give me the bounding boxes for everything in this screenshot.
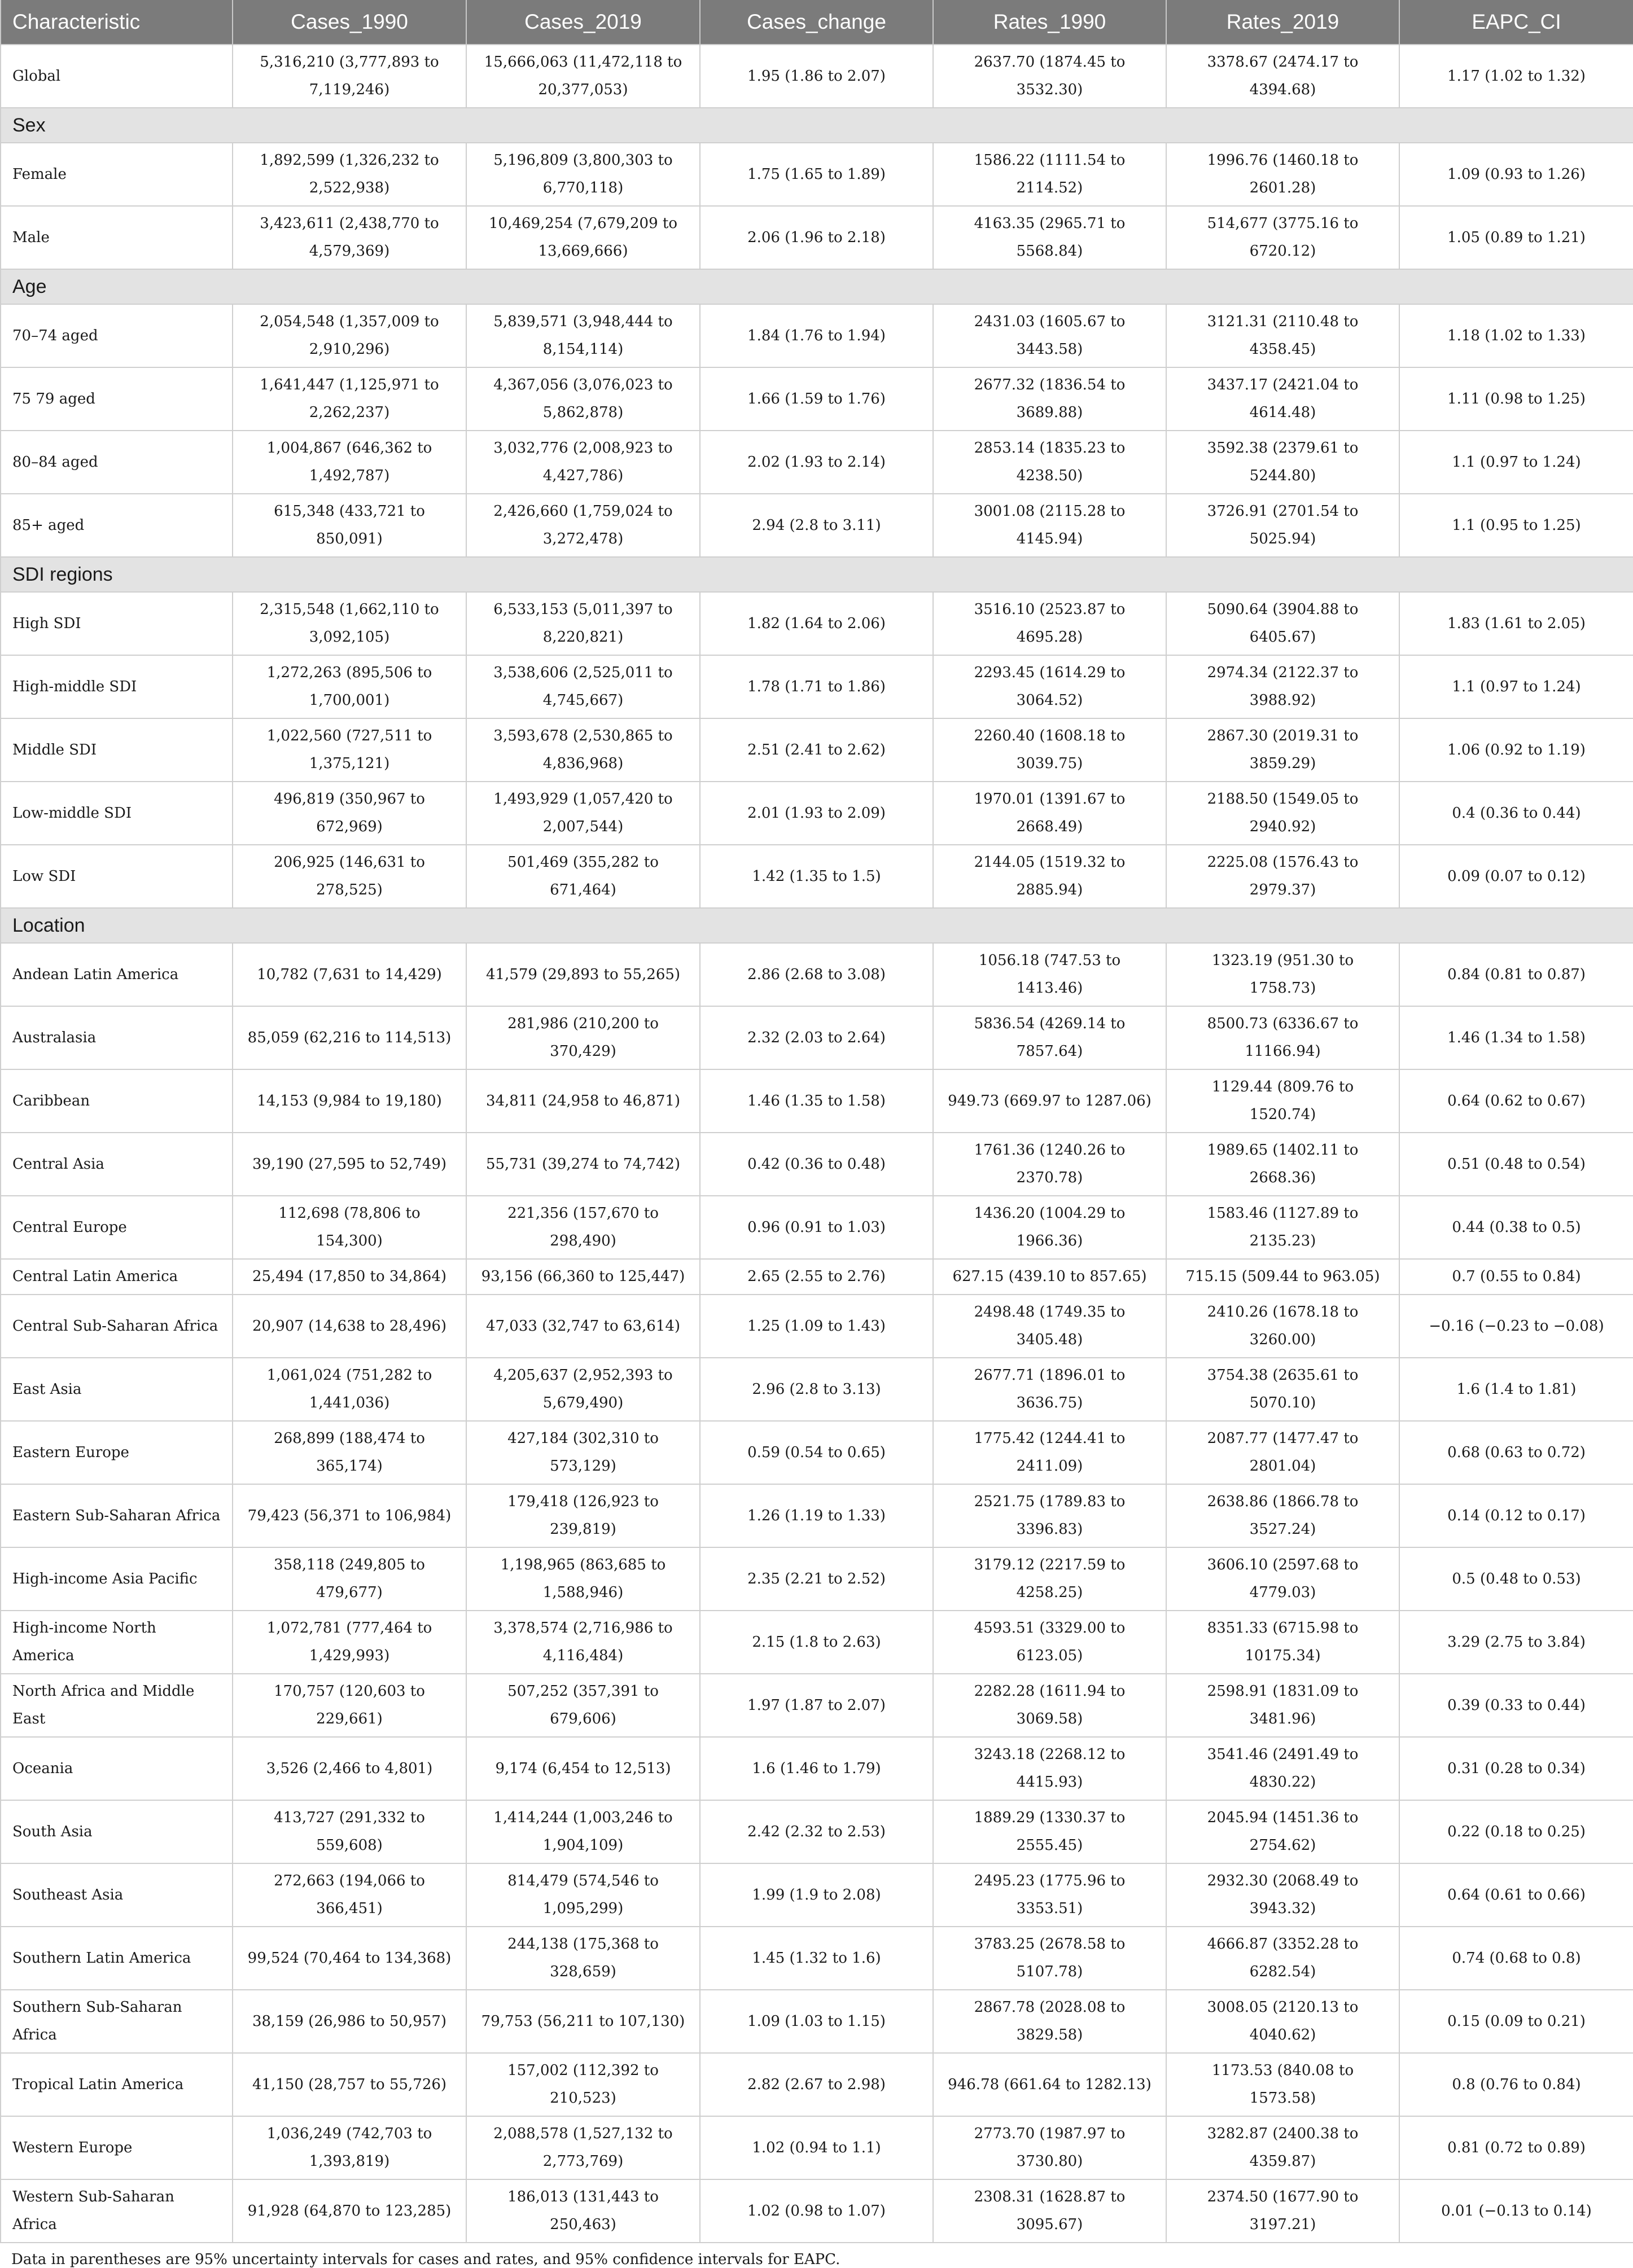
cell-rates-2019: 2188.50 (1549.05 to 2940.92) xyxy=(1166,782,1399,845)
cell-characteristic: Australasia xyxy=(1,1006,233,1069)
cell-cases-change: 1.99 (1.9 to 2.08) xyxy=(700,1863,933,1927)
cell-cases-2019: 221,356 (157,670 to 298,490) xyxy=(466,1196,700,1259)
cell-eapc-ci: 0.64 (0.61 to 0.66) xyxy=(1399,1863,1633,1927)
cell-rates-1990: 3516.10 (2523.87 to 4695.28) xyxy=(933,592,1166,655)
cell-rates-1990: 4163.35 (2965.71 to 5568.84) xyxy=(933,206,1166,269)
cell-rates-1990: 2853.14 (1835.23 to 4238.50) xyxy=(933,431,1166,494)
table-row xyxy=(1,367,1633,431)
group-label: SDI regions xyxy=(1,557,1633,592)
cell-rates-2019: 8351.33 (6715.98 to 10175.34) xyxy=(1166,1611,1399,1674)
cell-rates-1990: 1436.20 (1004.29 to 1966.36) xyxy=(933,1196,1166,1259)
cell-cases-2019: 814,479 (574,546 to 1,095,299) xyxy=(466,1863,700,1927)
cell-characteristic: Middle SDI xyxy=(1,718,233,782)
cell-rates-2019: 2410.26 (1678.18 to 3260.00) xyxy=(1166,1295,1399,1358)
cell-cases-change: 2.51 (2.41 to 2.62) xyxy=(700,718,933,782)
cell-rates-1990: 949.73 (669.97 to 1287.06) xyxy=(933,1069,1166,1133)
cell-cases-2019: 10,469,254 (7,679,209 to 13,669,666) xyxy=(466,206,700,269)
table-row xyxy=(1,1421,1633,1484)
cell-cases-2019: 1,493,929 (1,057,420 to 2,007,544) xyxy=(466,782,700,845)
cell-rates-1990: 2282.28 (1611.94 to 3069.58) xyxy=(933,1674,1166,1737)
cell-eapc-ci: 1.06 (0.92 to 1.19) xyxy=(1399,718,1633,782)
cell-rates-1990: 2637.70 (1874.45 to 3532.30) xyxy=(933,45,1166,108)
cell-eapc-ci: 0.84 (0.81 to 0.87) xyxy=(1399,943,1633,1006)
cell-rates-1990: 4593.51 (3329.00 to 6123.05) xyxy=(933,1611,1166,1674)
cell-cases-2019: 427,184 (302,310 to 573,129) xyxy=(466,1421,700,1484)
group-header-row xyxy=(1,557,1633,592)
cell-rates-1990: 2293.45 (1614.29 to 3064.52) xyxy=(933,655,1166,718)
cell-cases-1990: 85,059 (62,216 to 114,513) xyxy=(233,1006,466,1069)
table-row xyxy=(1,431,1633,494)
cell-cases-1990: 496,819 (350,967 to 672,969) xyxy=(233,782,466,845)
cell-cases-2019: 4,205,637 (2,952,393 to 5,679,490) xyxy=(466,1358,700,1421)
cell-characteristic: Central Sub-Saharan Africa xyxy=(1,1295,233,1358)
table-row xyxy=(1,718,1633,782)
group-header-row xyxy=(1,908,1633,943)
cell-eapc-ci: 0.68 (0.63 to 0.72) xyxy=(1399,1421,1633,1484)
cell-cases-1990: 170,757 (120,603 to 229,661) xyxy=(233,1674,466,1737)
cell-cases-1990: 5,316,210 (3,777,893 to 7,119,246) xyxy=(233,45,466,108)
cell-cases-1990: 99,524 (70,464 to 134,368) xyxy=(233,1927,466,1990)
cell-rates-1990: 3179.12 (2217.59 to 4258.25) xyxy=(933,1547,1166,1611)
cell-cases-2019: 1,414,244 (1,003,246 to 1,904,109) xyxy=(466,1800,700,1863)
table-row xyxy=(1,1484,1633,1547)
header-cases-2019: Cases_2019 xyxy=(466,0,700,45)
cell-eapc-ci: 1.05 (0.89 to 1.21) xyxy=(1399,206,1633,269)
cell-rates-1990: 1775.42 (1244.41 to 2411.09) xyxy=(933,1421,1166,1484)
cell-rates-2019: 2932.30 (2068.49 to 3943.32) xyxy=(1166,1863,1399,1927)
table-row xyxy=(1,1069,1633,1133)
cell-cases-1990: 615,348 (433,721 to 850,091) xyxy=(233,494,466,557)
cell-eapc-ci: 0.4 (0.36 to 0.44) xyxy=(1399,782,1633,845)
cell-rates-1990: 2308.31 (1628.87 to 3095.67) xyxy=(933,2179,1166,2243)
cell-characteristic: 75 79 aged xyxy=(1,367,233,431)
cell-cases-2019: 3,593,678 (2,530,865 to 4,836,968) xyxy=(466,718,700,782)
cell-eapc-ci: 0.74 (0.68 to 0.8) xyxy=(1399,1927,1633,1990)
cell-cases-2019: 281,986 (210,200 to 370,429) xyxy=(466,1006,700,1069)
cell-cases-change: 1.02 (0.94 to 1.1) xyxy=(700,2116,933,2179)
table-row xyxy=(1,45,1633,108)
table-footnote: Data in parentheses are 95% uncertainty intervals for cases and rates, and 95% confidence intervals for EAPC. xyxy=(11,2251,840,2268)
cell-cases-2019: 4,367,056 (3,076,023 to 5,862,878) xyxy=(466,367,700,431)
cell-rates-2019: 3726.91 (2701.54 to 5025.94) xyxy=(1166,494,1399,557)
table-row xyxy=(1,143,1633,206)
cell-rates-2019: 3437.17 (2421.04 to 4614.48) xyxy=(1166,367,1399,431)
cell-cases-1990: 10,782 (7,631 to 14,429) xyxy=(233,943,466,1006)
cell-rates-2019: 3541.46 (2491.49 to 4830.22) xyxy=(1166,1737,1399,1800)
cell-rates-1990: 5836.54 (4269.14 to 7857.64) xyxy=(933,1006,1166,1069)
cell-cases-1990: 268,899 (188,474 to 365,174) xyxy=(233,1421,466,1484)
table-row xyxy=(1,655,1633,718)
cell-cases-2019: 2,088,578 (1,527,132 to 2,773,769) xyxy=(466,2116,700,2179)
cell-cases-1990: 14,153 (9,984 to 19,180) xyxy=(233,1069,466,1133)
cell-eapc-ci: 1.1 (0.97 to 1.24) xyxy=(1399,655,1633,718)
cell-eapc-ci: 0.8 (0.76 to 0.84) xyxy=(1399,2053,1633,2116)
cell-cases-change: 2.94 (2.8 to 3.11) xyxy=(700,494,933,557)
cell-cases-change: 2.32 (2.03 to 2.64) xyxy=(700,1006,933,1069)
cell-cases-change: 1.82 (1.64 to 2.06) xyxy=(700,592,933,655)
table-row xyxy=(1,1990,1633,2053)
cell-rates-2019: 715.15 (509.44 to 963.05) xyxy=(1166,1259,1399,1295)
cell-eapc-ci: 0.31 (0.28 to 0.34) xyxy=(1399,1737,1633,1800)
table-row xyxy=(1,1547,1633,1611)
header-cases-1990: Cases_1990 xyxy=(233,0,466,45)
cell-rates-2019: 3282.87 (2400.38 to 4359.87) xyxy=(1166,2116,1399,2179)
cell-eapc-ci: 1.1 (0.95 to 1.25) xyxy=(1399,494,1633,557)
cell-rates-1990: 1761.36 (1240.26 to 2370.78) xyxy=(933,1133,1166,1196)
cell-characteristic: Central Latin America xyxy=(1,1259,233,1295)
header-rates-1990: Rates_1990 xyxy=(933,0,1166,45)
table-row xyxy=(1,592,1633,655)
cell-rates-2019: 1323.19 (951.30 to 1758.73) xyxy=(1166,943,1399,1006)
cell-rates-2019: 2974.34 (2122.37 to 3988.92) xyxy=(1166,655,1399,718)
cell-rates-1990: 2867.78 (2028.08 to 3829.58) xyxy=(933,1990,1166,2053)
cell-cases-2019: 507,252 (357,391 to 679,606) xyxy=(466,1674,700,1737)
cell-cases-1990: 1,004,867 (646,362 to 1,492,787) xyxy=(233,431,466,494)
cell-cases-change: 1.09 (1.03 to 1.15) xyxy=(700,1990,933,2053)
cell-eapc-ci: 1.83 (1.61 to 2.05) xyxy=(1399,592,1633,655)
cell-characteristic: Caribbean xyxy=(1,1069,233,1133)
cell-rates-1990: 1889.29 (1330.37 to 2555.45) xyxy=(933,1800,1166,1863)
cell-cases-change: 1.97 (1.87 to 2.07) xyxy=(700,1674,933,1737)
cell-rates-2019: 2867.30 (2019.31 to 3859.29) xyxy=(1166,718,1399,782)
cell-rates-1990: 1586.22 (1111.54 to 2114.52) xyxy=(933,143,1166,206)
cell-rates-1990: 2498.48 (1749.35 to 3405.48) xyxy=(933,1295,1166,1358)
cell-cases-change: 1.02 (0.98 to 1.07) xyxy=(700,2179,933,2243)
cell-eapc-ci: 1.17 (1.02 to 1.32) xyxy=(1399,45,1633,108)
cell-eapc-ci: 1.1 (0.97 to 1.24) xyxy=(1399,431,1633,494)
cell-rates-1990: 1056.18 (747.53 to 1413.46) xyxy=(933,943,1166,1006)
cell-characteristic: East Asia xyxy=(1,1358,233,1421)
cell-rates-1990: 2677.71 (1896.01 to 3636.75) xyxy=(933,1358,1166,1421)
cell-eapc-ci: 1.11 (0.98 to 1.25) xyxy=(1399,367,1633,431)
cell-rates-1990: 946.78 (661.64 to 1282.13) xyxy=(933,2053,1166,2116)
cell-cases-change: 1.84 (1.76 to 1.94) xyxy=(700,304,933,367)
cell-cases-1990: 1,641,447 (1,125,971 to 2,262,237) xyxy=(233,367,466,431)
cell-characteristic: Female xyxy=(1,143,233,206)
cell-rates-2019: 2225.08 (1576.43 to 2979.37) xyxy=(1166,845,1399,908)
cell-cases-1990: 1,036,249 (742,703 to 1,393,819) xyxy=(233,2116,466,2179)
cell-rates-2019: 2598.91 (1831.09 to 3481.96) xyxy=(1166,1674,1399,1737)
cell-characteristic: Western Sub-Saharan Africa xyxy=(1,2179,233,2243)
header-cases-change: Cases_change xyxy=(700,0,933,45)
cell-cases-change: 2.01 (1.93 to 2.09) xyxy=(700,782,933,845)
cell-cases-change: 0.42 (0.36 to 0.48) xyxy=(700,1133,933,1196)
cell-cases-2019: 244,138 (175,368 to 328,659) xyxy=(466,1927,700,1990)
table-row xyxy=(1,1863,1633,1927)
cell-cases-change: 1.75 (1.65 to 1.89) xyxy=(700,143,933,206)
table-row xyxy=(1,494,1633,557)
cell-rates-2019: 3008.05 (2120.13 to 4040.62) xyxy=(1166,1990,1399,2053)
table-row xyxy=(1,2053,1633,2116)
cell-cases-1990: 2,315,548 (1,662,110 to 3,092,105) xyxy=(233,592,466,655)
cell-rates-1990: 1970.01 (1391.67 to 2668.49) xyxy=(933,782,1166,845)
cell-cases-1990: 206,925 (146,631 to 278,525) xyxy=(233,845,466,908)
table-body xyxy=(1,45,1633,2243)
cell-rates-2019: 8500.73 (6336.67 to 11166.94) xyxy=(1166,1006,1399,1069)
cell-eapc-ci: 1.6 (1.4 to 1.81) xyxy=(1399,1358,1633,1421)
cell-eapc-ci: 0.39 (0.33 to 0.44) xyxy=(1399,1674,1633,1737)
cell-cases-2019: 47,033 (32,747 to 63,614) xyxy=(466,1295,700,1358)
cell-cases-2019: 1,198,965 (863,685 to 1,588,946) xyxy=(466,1547,700,1611)
header-rates-2019: Rates_2019 xyxy=(1166,0,1399,45)
table-row xyxy=(1,782,1633,845)
table-row xyxy=(1,1800,1633,1863)
cell-cases-change: 1.95 (1.86 to 2.07) xyxy=(700,45,933,108)
group-header-row xyxy=(1,108,1633,143)
cell-cases-change: 2.35 (2.21 to 2.52) xyxy=(700,1547,933,1611)
cell-cases-change: 1.78 (1.71 to 1.86) xyxy=(700,655,933,718)
table-row xyxy=(1,1737,1633,1800)
cell-eapc-ci: 0.44 (0.38 to 0.5) xyxy=(1399,1196,1633,1259)
cell-rates-2019: 1129.44 (809.76 to 1520.74) xyxy=(1166,1069,1399,1133)
cell-characteristic: Oceania xyxy=(1,1737,233,1800)
cell-characteristic: Western Europe xyxy=(1,2116,233,2179)
cell-rates-1990: 2431.03 (1605.67 to 3443.58) xyxy=(933,304,1166,367)
cell-characteristic: Southern Latin America xyxy=(1,1927,233,1990)
cell-characteristic: South Asia xyxy=(1,1800,233,1863)
header-characteristic: Characteristic xyxy=(1,0,233,45)
cell-cases-2019: 41,579 (29,893 to 55,265) xyxy=(466,943,700,1006)
cell-cases-2019: 9,174 (6,454 to 12,513) xyxy=(466,1737,700,1800)
cell-characteristic: Eastern Sub-Saharan Africa xyxy=(1,1484,233,1547)
cell-cases-1990: 25,494 (17,850 to 34,864) xyxy=(233,1259,466,1295)
cell-cases-1990: 79,423 (56,371 to 106,984) xyxy=(233,1484,466,1547)
cell-cases-change: 0.59 (0.54 to 0.65) xyxy=(700,1421,933,1484)
cell-cases-2019: 157,002 (112,392 to 210,523) xyxy=(466,2053,700,2116)
cell-rates-2019: 2087.77 (1477.47 to 2801.04) xyxy=(1166,1421,1399,1484)
cell-cases-change: 1.46 (1.35 to 1.58) xyxy=(700,1069,933,1133)
cell-cases-2019: 79,753 (56,211 to 107,130) xyxy=(466,1990,700,2053)
cell-characteristic: High-middle SDI xyxy=(1,655,233,718)
group-label: Age xyxy=(1,269,1633,304)
cell-characteristic: Eastern Europe xyxy=(1,1421,233,1484)
cell-rates-2019: 1989.65 (1402.11 to 2668.36) xyxy=(1166,1133,1399,1196)
cell-eapc-ci: 0.01 (−0.13 to 0.14) xyxy=(1399,2179,1633,2243)
cell-characteristic: North Africa and Middle East xyxy=(1,1674,233,1737)
table-row xyxy=(1,1295,1633,1358)
cell-cases-change: 2.86 (2.68 to 3.08) xyxy=(700,943,933,1006)
cell-cases-1990: 2,054,548 (1,357,009 to 2,910,296) xyxy=(233,304,466,367)
cell-cases-change: 2.06 (1.96 to 2.18) xyxy=(700,206,933,269)
cell-rates-1990: 3001.08 (2115.28 to 4145.94) xyxy=(933,494,1166,557)
cell-cases-2019: 3,378,574 (2,716,986 to 4,116,484) xyxy=(466,1611,700,1674)
cell-characteristic: High SDI xyxy=(1,592,233,655)
cell-cases-change: 2.82 (2.67 to 2.98) xyxy=(700,2053,933,2116)
cell-eapc-ci: 0.64 (0.62 to 0.67) xyxy=(1399,1069,1633,1133)
cell-characteristic: Southern Sub-Saharan Africa xyxy=(1,1990,233,2053)
cell-cases-change: 1.42 (1.35 to 1.5) xyxy=(700,845,933,908)
cell-cases-2019: 55,731 (39,274 to 74,742) xyxy=(466,1133,700,1196)
cell-cases-change: 2.15 (1.8 to 2.63) xyxy=(700,1611,933,1674)
table-row xyxy=(1,1927,1633,1990)
cell-cases-change: 1.66 (1.59 to 1.76) xyxy=(700,367,933,431)
cell-cases-change: 2.42 (2.32 to 2.53) xyxy=(700,1800,933,1863)
cell-rates-2019: 3121.31 (2110.48 to 4358.45) xyxy=(1166,304,1399,367)
cell-eapc-ci: 0.51 (0.48 to 0.54) xyxy=(1399,1133,1633,1196)
cell-cases-2019: 179,418 (126,923 to 239,819) xyxy=(466,1484,700,1547)
header-eapc-ci: EAPC_CI xyxy=(1399,0,1633,45)
cell-rates-2019: 3606.10 (2597.68 to 4779.03) xyxy=(1166,1547,1399,1611)
cell-rates-2019: 3378.67 (2474.17 to 4394.68) xyxy=(1166,45,1399,108)
cell-characteristic: 70–74 aged xyxy=(1,304,233,367)
cell-eapc-ci: 0.81 (0.72 to 0.89) xyxy=(1399,2116,1633,2179)
cell-cases-change: 2.65 (2.55 to 2.76) xyxy=(700,1259,933,1295)
cell-characteristic: Southeast Asia xyxy=(1,1863,233,1927)
cell-cases-change: 0.96 (0.91 to 1.03) xyxy=(700,1196,933,1259)
cell-cases-2019: 15,666,063 (11,472,118 to 20,377,053) xyxy=(466,45,700,108)
cell-eapc-ci: 0.22 (0.18 to 0.25) xyxy=(1399,1800,1633,1863)
cell-eapc-ci: 0.09 (0.07 to 0.12) xyxy=(1399,845,1633,908)
cell-characteristic: Global xyxy=(1,45,233,108)
cell-cases-2019: 501,469 (355,282 to 671,464) xyxy=(466,845,700,908)
cell-eapc-ci: 0.14 (0.12 to 0.17) xyxy=(1399,1484,1633,1547)
cell-cases-2019: 93,156 (66,360 to 125,447) xyxy=(466,1259,700,1295)
cell-cases-1990: 3,526 (2,466 to 4,801) xyxy=(233,1737,466,1800)
cell-rates-2019: 1583.46 (1127.89 to 2135.23) xyxy=(1166,1196,1399,1259)
group-label: Location xyxy=(1,908,1633,943)
table-row xyxy=(1,2179,1633,2243)
cell-cases-change: 1.45 (1.32 to 1.6) xyxy=(700,1927,933,1990)
cell-rates-1990: 2677.32 (1836.54 to 3689.88) xyxy=(933,367,1166,431)
cell-cases-2019: 3,032,776 (2,008,923 to 4,427,786) xyxy=(466,431,700,494)
cell-cases-change: 1.25 (1.09 to 1.43) xyxy=(700,1295,933,1358)
cell-cases-change: 2.96 (2.8 to 3.13) xyxy=(700,1358,933,1421)
cell-eapc-ci: 1.18 (1.02 to 1.33) xyxy=(1399,304,1633,367)
header-row xyxy=(1,0,1633,45)
cell-cases-1990: 91,928 (64,870 to 123,285) xyxy=(233,2179,466,2243)
cell-cases-2019: 6,533,153 (5,011,397 to 8,220,821) xyxy=(466,592,700,655)
cell-cases-change: 2.02 (1.93 to 2.14) xyxy=(700,431,933,494)
table-row xyxy=(1,304,1633,367)
cell-cases-2019: 34,811 (24,958 to 46,871) xyxy=(466,1069,700,1133)
cell-characteristic: Tropical Latin America xyxy=(1,2053,233,2116)
cell-cases-1990: 3,423,611 (2,438,770 to 4,579,369) xyxy=(233,206,466,269)
cell-characteristic: Andean Latin America xyxy=(1,943,233,1006)
cell-rates-2019: 4666.87 (3352.28 to 6282.54) xyxy=(1166,1927,1399,1990)
cell-cases-2019: 186,013 (131,443 to 250,463) xyxy=(466,2179,700,2243)
table-row xyxy=(1,2116,1633,2179)
cell-rates-1990: 3783.25 (2678.58 to 5107.78) xyxy=(933,1927,1166,1990)
cell-cases-1990: 1,061,024 (751,282 to 1,441,036) xyxy=(233,1358,466,1421)
table-row xyxy=(1,943,1633,1006)
cell-characteristic: High-income North America xyxy=(1,1611,233,1674)
cell-eapc-ci: −0.16 (−0.23 to −0.08) xyxy=(1399,1295,1633,1358)
cell-eapc-ci: 0.15 (0.09 to 0.21) xyxy=(1399,1990,1633,2053)
cell-rates-1990: 2773.70 (1987.97 to 3730.80) xyxy=(933,2116,1166,2179)
table-row xyxy=(1,1358,1633,1421)
cell-rates-2019: 2638.86 (1866.78 to 3527.24) xyxy=(1166,1484,1399,1547)
cell-rates-2019: 3592.38 (2379.61 to 5244.80) xyxy=(1166,431,1399,494)
cell-cases-1990: 112,698 (78,806 to 154,300) xyxy=(233,1196,466,1259)
cell-cases-1990: 1,072,781 (777,464 to 1,429,993) xyxy=(233,1611,466,1674)
group-label: Sex xyxy=(1,108,1633,143)
table-row xyxy=(1,1133,1633,1196)
cell-cases-change: 1.26 (1.19 to 1.33) xyxy=(700,1484,933,1547)
cell-eapc-ci: 3.29 (2.75 to 3.84) xyxy=(1399,1611,1633,1674)
cell-characteristic: Central Asia xyxy=(1,1133,233,1196)
cell-characteristic: Male xyxy=(1,206,233,269)
group-header-row xyxy=(1,269,1633,304)
cell-eapc-ci: 0.5 (0.48 to 0.53) xyxy=(1399,1547,1633,1611)
cell-cases-1990: 358,118 (249,805 to 479,677) xyxy=(233,1547,466,1611)
cell-cases-1990: 1,272,263 (895,506 to 1,700,001) xyxy=(233,655,466,718)
cell-cases-1990: 272,663 (194,066 to 366,451) xyxy=(233,1863,466,1927)
cell-eapc-ci: 1.46 (1.34 to 1.58) xyxy=(1399,1006,1633,1069)
table-row xyxy=(1,845,1633,908)
cell-characteristic: 85+ aged xyxy=(1,494,233,557)
cell-cases-1990: 39,190 (27,595 to 52,749) xyxy=(233,1133,466,1196)
cell-rates-2019: 2045.94 (1451.36 to 2754.62) xyxy=(1166,1800,1399,1863)
cell-rates-1990: 2144.05 (1519.32 to 2885.94) xyxy=(933,845,1166,908)
cell-cases-2019: 5,839,571 (3,948,444 to 8,154,114) xyxy=(466,304,700,367)
cell-cases-2019: 5,196,809 (3,800,303 to 6,770,118) xyxy=(466,143,700,206)
cell-rates-2019: 5090.64 (3904.88 to 6405.67) xyxy=(1166,592,1399,655)
table-row xyxy=(1,1006,1633,1069)
cell-rates-1990: 2495.23 (1775.96 to 3353.51) xyxy=(933,1863,1166,1927)
cell-rates-2019: 514,677 (3775.16 to 6720.12) xyxy=(1166,206,1399,269)
cell-characteristic: Low-middle SDI xyxy=(1,782,233,845)
cell-rates-2019: 1173.53 (840.08 to 1573.58) xyxy=(1166,2053,1399,2116)
table-row xyxy=(1,206,1633,269)
cell-cases-1990: 1,022,560 (727,511 to 1,375,121) xyxy=(233,718,466,782)
cell-eapc-ci: 1.09 (0.93 to 1.26) xyxy=(1399,143,1633,206)
cell-cases-1990: 413,727 (291,332 to 559,608) xyxy=(233,1800,466,1863)
table-row xyxy=(1,1611,1633,1674)
cell-characteristic: Central Europe xyxy=(1,1196,233,1259)
cell-rates-1990: 627.15 (439.10 to 857.65) xyxy=(933,1259,1166,1295)
cell-cases-1990: 38,159 (26,986 to 50,957) xyxy=(233,1990,466,2053)
cell-rates-1990: 2260.40 (1608.18 to 3039.75) xyxy=(933,718,1166,782)
cell-cases-1990: 41,150 (28,757 to 55,726) xyxy=(233,2053,466,2116)
cell-characteristic: High-income Asia Pacific xyxy=(1,1547,233,1611)
cell-rates-2019: 3754.38 (2635.61 to 5070.10) xyxy=(1166,1358,1399,1421)
cell-rates-1990: 3243.18 (2268.12 to 4415.93) xyxy=(933,1737,1166,1800)
cell-cases-2019: 2,426,660 (1,759,024 to 3,272,478) xyxy=(466,494,700,557)
table-row xyxy=(1,1196,1633,1259)
cell-cases-1990: 20,907 (14,638 to 28,496) xyxy=(233,1295,466,1358)
cell-cases-2019: 3,538,606 (2,525,011 to 4,745,667) xyxy=(466,655,700,718)
cell-cases-1990: 1,892,599 (1,326,232 to 2,522,938) xyxy=(233,143,466,206)
cell-cases-change: 1.6 (1.46 to 1.79) xyxy=(700,1737,933,1800)
cell-rates-2019: 2374.50 (1677.90 to 3197.21) xyxy=(1166,2179,1399,2243)
cell-rates-1990: 2521.75 (1789.83 to 3396.83) xyxy=(933,1484,1166,1547)
cell-characteristic: Low SDI xyxy=(1,845,233,908)
table-row xyxy=(1,1674,1633,1737)
table-row xyxy=(1,1259,1633,1295)
cell-rates-2019: 1996.76 (1460.18 to 2601.28) xyxy=(1166,143,1399,206)
cell-characteristic: 80–84 aged xyxy=(1,431,233,494)
cell-eapc-ci: 0.7 (0.55 to 0.84) xyxy=(1399,1259,1633,1295)
